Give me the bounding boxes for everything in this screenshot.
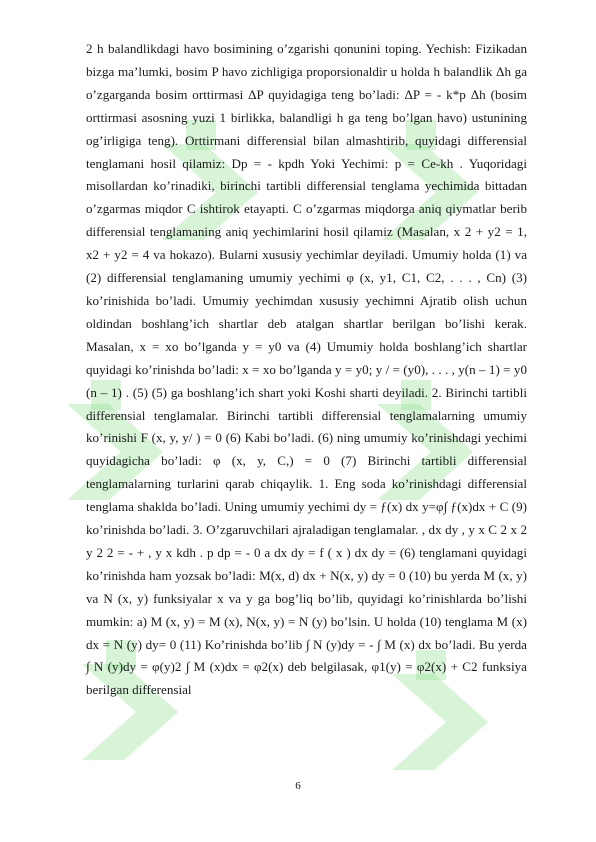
document-body xyxy=(86,38,527,702)
page-number: 6 xyxy=(295,780,301,792)
body-paragraph: 2 h balandlikdagi havo bosimining o’zgarishi qonunini toping. Yechish: Fizikadan bizga ma’lumki, bosim P havo zichligiga proporsionaldir u holda h balandlik Δh ga o’zgarganda bosim orttirmasi ΔP quyidagiga teng bo’ladi: ΔP = - k*p Δh (bosim orttirmasi asosning yuzi 1 birlikka, balandligi h ga teng bo’lgan havo) ustunining og’irligiga teng). Orttirmani differensial bilan almashtirib, quyidagi differensial tenglamani hosil qilamiz: Dp = - kpdh Yoki Yechimi: p = Ce-kh . Yuqoridagi misollardan ko’rinadiki, birinchi tartibli differensial tenglama yechimida bittadan o’zgarmas miqdor C ishtirok etayapti. C o’zgarmas miqdorga aniq qiymatlar berib differensial tenglamaning aniq yechimlarini hosil qilamiz (Masalan, x 2 + y2 = 1, x2 + y2 = 4 va hokazo). Bularni xususiy yechimlar deyiladi. Umumiy holda (1) va (2) differensial tenglamaning umumiy yechimi φ (x, y1, C1, C2, . . . , Cn) (3) ko’rinishida bo’ladi. Umumiy yechimdan xususiy yechimni Ajratib olish uchun oldindan boshlang’ich shartlar deb atalgan shartlar berilgan bo’lishi kerak. Masalan, x = xo bo’lganda y = y0 va (4) Umumiy holda boshlang’ich shartlar quyidagi ko’rinishda bo’ladi: x = xo bo’lganda y = y0; y / = (y0), . . . , y(n – 1) = y0 (n – 1) . (5) (5) ga boshlang’ich shart yoki Koshi sharti deyiladi. 2. Birinchi tartibli differensial tenglamalar. Birinchi tartibli differensial tenglamalarning umumiy ko’rinishi F (x, y, y/ ) = 0 (6) Kabi bo’ladi. (6) ning umumiy ko’rinishdagi yechimi quyidagicha bo’ladi: φ (x, y, C,) = 0 (7) Birinchi tartibli differensial tenglamalarning turlarini qarab chiqaylik. 1. Eng soda ko’rinishdagi differensial tenglama shaklda bo’ladi. Uning umumiy yechimi dy = ƒ(x) dx y=φ∫ ƒ(x)dx + C (9) ko’rinishda bo’ladi. 3. O’zgaruvchilari ajraladigan tenglamalar. , dx dy , y x C 2 x 2 y 2 2 = - + , y x kdh . p dp = - 0 a dx dy = f ( x ) dx dy = (6) tenglamani quyidagi ko’rinishda ham yozsak bo’ladi: M(x, d) dx + N(x, y) dy = 0 (10) bu yerda M (x, y) va N (x, y) funksiyalar x va y ga bog’liq bo’lib, quyidagi ko’rinishlarda bo’lishi mumkin: a) M (x, y) = M (x), N(x, y) = N (y) bo’lsin. U holda (10) tenglama M (x) dx = N (y) dy= 0 (11) Ko’rinishda bo’lib ∫ N (y)dy = - ∫ M (x) dx bo’ladi. Bu yerda ∫ N (y)dy = φ(y)2 ∫ M (x)dx = φ2(x) deb belgilasak, φ1(y) = φ2(x) + C2 funksiya berilgan differensial xyxy=(86,41,527,698)
